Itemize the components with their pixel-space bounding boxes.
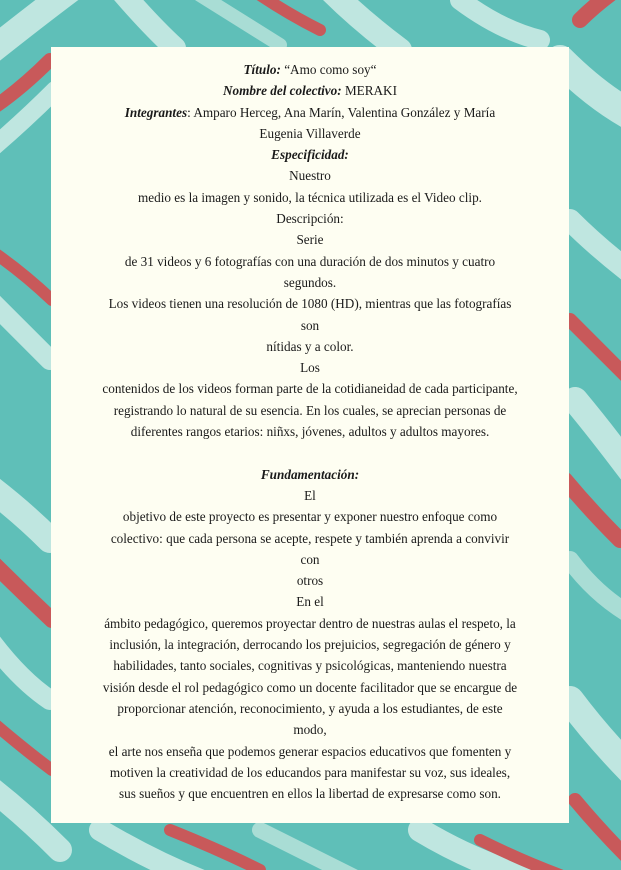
fundamentacion-text: con [300, 551, 320, 567]
fundamentacion-text: sus sueños y que encuentren en ellos la libertad de expresarse como son. [119, 786, 501, 802]
fundamentacion-text: motiven la creatividad de los educandos para manifestar su voz, sus ideales, [109, 764, 511, 780]
fundamentacion-text: El [304, 487, 316, 503]
colectivo-line [51, 80, 569, 101]
descripcion-text: Los [300, 360, 320, 376]
descripcion-text: Los videos tienen una resolución de 1080 (HD), mientras que las fotografías [108, 296, 512, 312]
fundamentacion-text: proporcionar atención, reconocimiento, y ayuda a los estudiantes, de este [117, 700, 503, 716]
colectivo-label: Nombre del colectivo: [223, 83, 342, 99]
descripcion-text: contenidos de los videos forman parte de la cotidianeidad de cada participante, [102, 381, 518, 397]
document-card [51, 47, 569, 823]
fundamentacion-heading: Fundamentación: [260, 466, 360, 482]
integrantes-line [51, 102, 569, 123]
colectivo-value: MERAKI [341, 83, 397, 99]
especificidad-heading: Especificidad: [271, 147, 349, 163]
fundamentacion-text: otros [296, 573, 324, 589]
titulo-line [51, 59, 569, 80]
fundamentacion-text: inclusión, la integración, derrocando los prejuicios, segregación de género y [109, 637, 511, 653]
descripcion-text: nítidas y a color. [266, 338, 354, 354]
titulo-label: Título [243, 62, 277, 77]
descripcion-text: registrando lo natural de su esencia. En los cuales, se aprecian personas de [113, 402, 507, 418]
integrantes-label: Integrantes [124, 104, 188, 120]
fundamentacion-text: el arte nos enseña que podemos generar espacios educativos que fomenten y [108, 743, 512, 759]
especificidad-text: Nuestro [289, 168, 331, 184]
descripcion-text: segundos. [283, 274, 337, 290]
integrantes-line-2: Eugenia Villaverde [259, 125, 361, 141]
fundamentacion-text: colectivo: que cada persona se acepte, respete y también aprenda a convivir [110, 530, 510, 546]
descripcion-text: de 31 videos y 6 fotografías con una duración de dos minutos y cuatro [124, 253, 496, 269]
spacer [51, 442, 569, 463]
fundamentacion-text: habilidades, tanto sociales, cognitivas y psicológicas, manteniendo nuestra [113, 658, 507, 674]
titulo-value: “Amo como soy“ [280, 62, 377, 77]
integrantes-value: : Amparo Herceg, Ana Marín, Valentina González y María [187, 104, 496, 120]
fundamentacion-text: En el [296, 594, 324, 610]
titulo-colon: : [276, 62, 281, 77]
descripcion-heading: Descripción: [276, 211, 344, 227]
fundamentacion-text: visión desde el rol pedagógico como un docente facilitador que se encargue de [102, 679, 518, 695]
descripcion-text: son [300, 317, 320, 333]
descripcion-text: diferentes rangos etarios: niñxs, jóvenes, adultos y adultos mayores. [130, 424, 490, 440]
descripcion-text: Serie [296, 232, 324, 248]
document-text [51, 59, 569, 804]
fundamentacion-text: objetivo de este proyecto es presentar y exponer nuestro enfoque como [122, 509, 498, 525]
especificidad-text: medio es la imagen y sonido, la técnica utilizada es el Video clip. [138, 189, 482, 205]
fundamentacion-text: modo, [293, 722, 327, 738]
fundamentacion-text: ámbito pedagógico, queremos proyectar dentro de nuestras aulas el respeto, la [104, 615, 516, 631]
